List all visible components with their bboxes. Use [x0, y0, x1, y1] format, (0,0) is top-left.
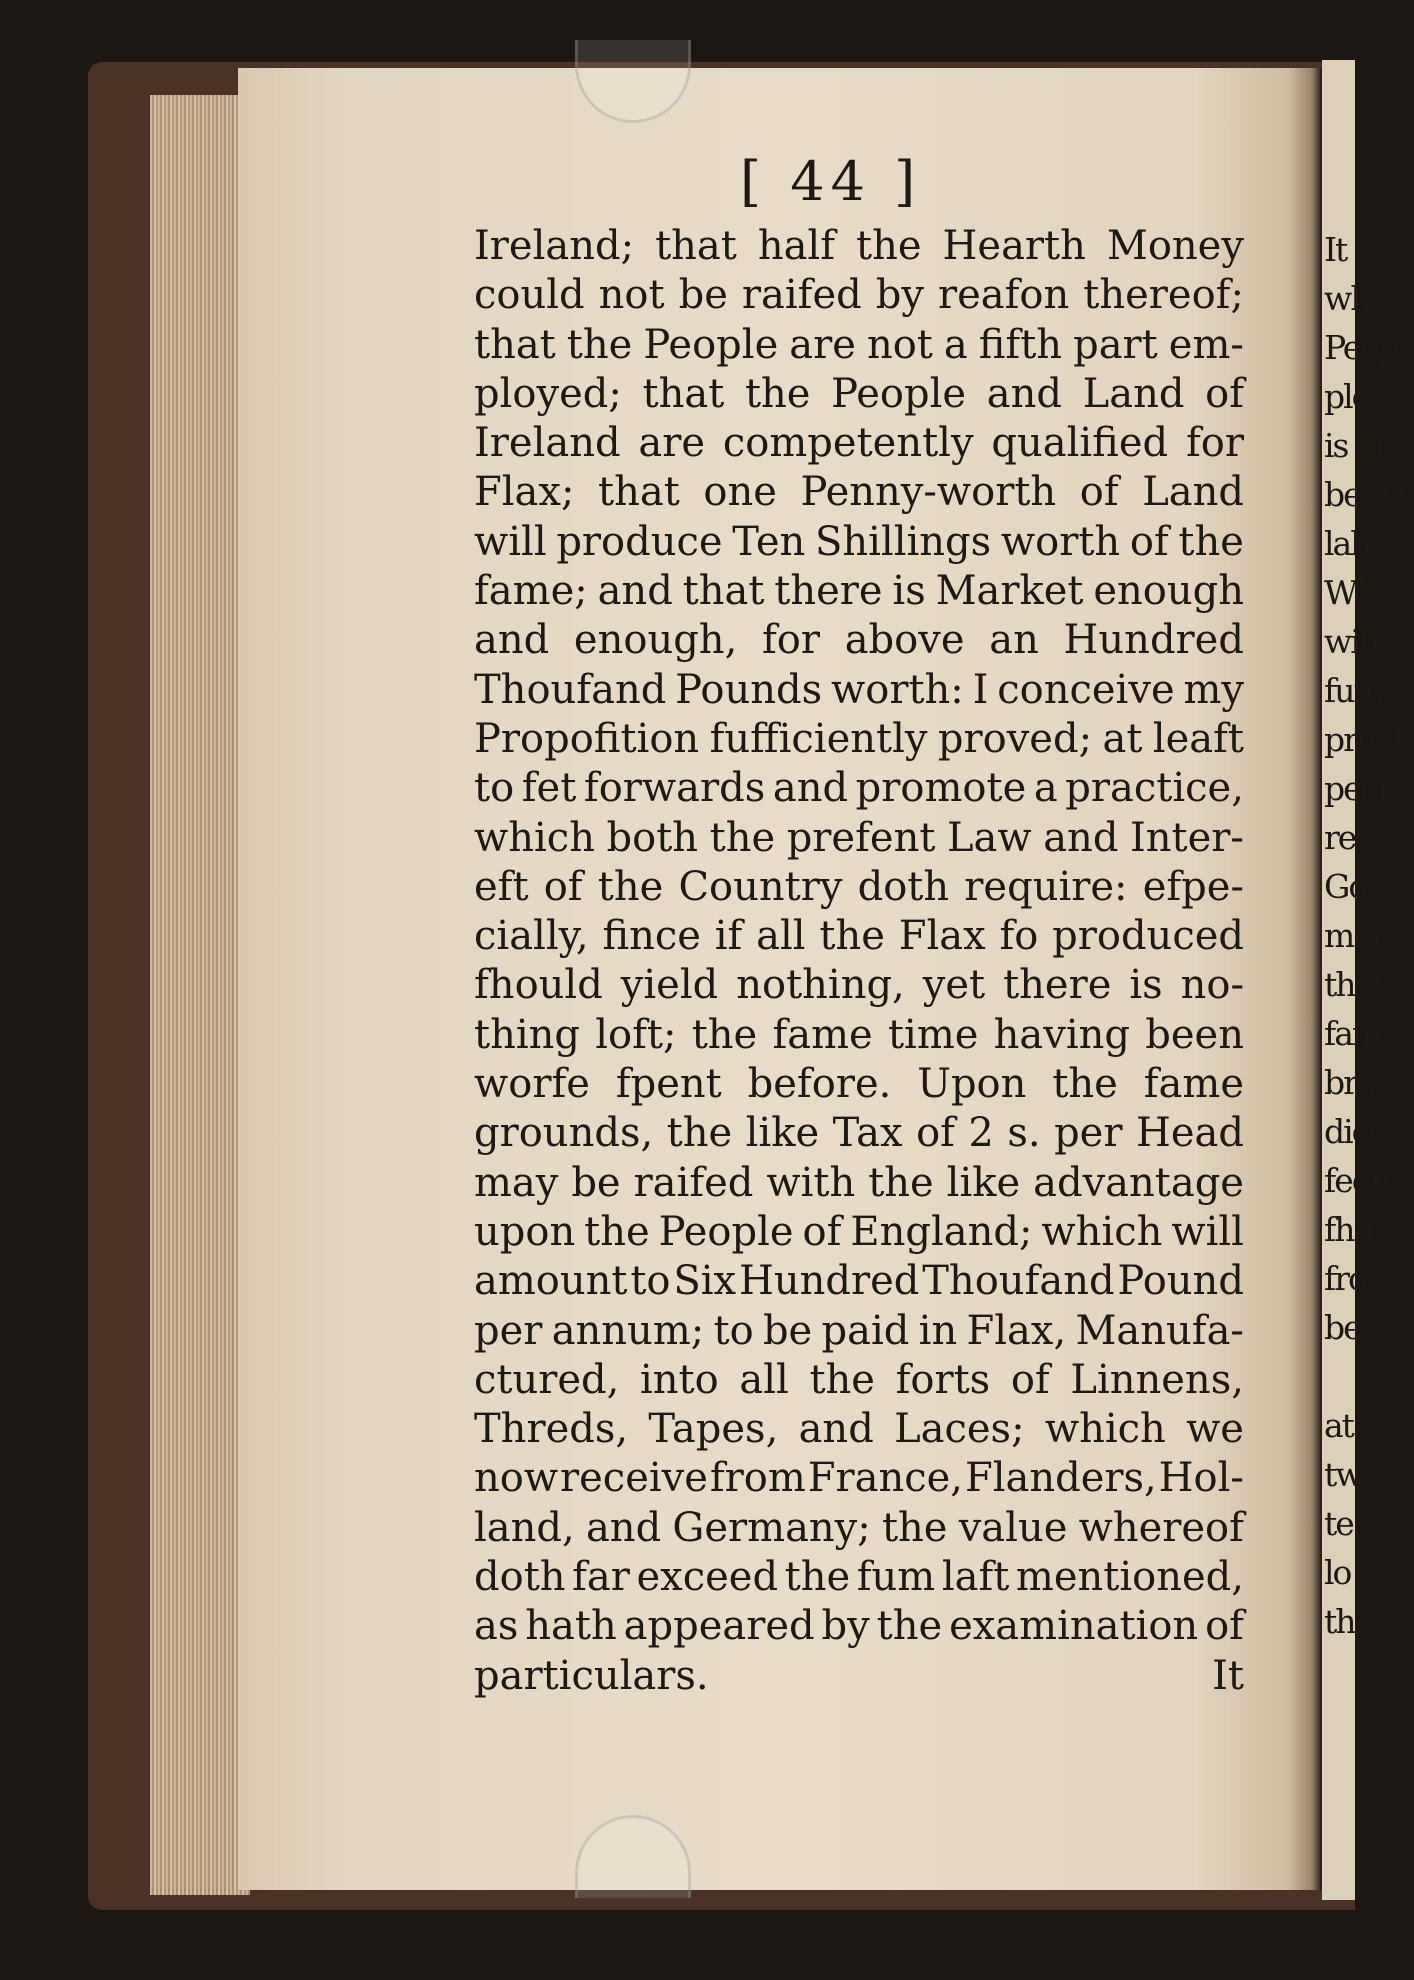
- facing-fragment: labo: [1324, 524, 1388, 563]
- text-line: grounds, the like Tax of 2 s. per Head: [474, 1110, 1244, 1157]
- text-line: ctured, into all the forts of Linnens,: [474, 1356, 1244, 1403]
- text-line: Ireland; that half the Hearth Money: [474, 223, 1244, 269]
- facing-fragment: with: [1324, 622, 1390, 661]
- facing-fragment: bru: [1324, 1063, 1377, 1102]
- facing-fragment: fho: [1324, 1210, 1372, 1249]
- text-line: land, and Germany; the value whereof: [474, 1504, 1244, 1551]
- text-line: Thoufand Pounds worth: I conceive my: [474, 666, 1244, 713]
- facing-fragment: Peop: [1324, 328, 1398, 367]
- text-line: to fet forwards and promote a practice,: [474, 765, 1244, 812]
- facing-fragment: fequ: [1324, 1161, 1391, 1200]
- facing-fragment: is pr: [1324, 426, 1389, 465]
- body-text: [474, 222, 1244, 1701]
- facing-fragment: mon: [1324, 916, 1391, 955]
- text-line: Ireland are competently qualified for: [474, 420, 1244, 467]
- facing-fragment: be ha: [1324, 475, 1407, 514]
- text-line: eft of the Country doth require: efpe-: [474, 863, 1244, 910]
- facing-fragment: who: [1324, 279, 1388, 318]
- text-line: could not be raifed by reafon thereof;: [474, 272, 1244, 319]
- facing-fragment: thei: [1324, 965, 1381, 1004]
- text-line: doth far exceed the fum laft mentioned,: [474, 1554, 1244, 1601]
- facing-fragment: te: [1324, 1504, 1353, 1543]
- facing-fragment: th: [1324, 1602, 1355, 1641]
- text-line: may be raifed with the like advantage: [474, 1159, 1244, 1206]
- facing-fragment: fam: [1324, 1014, 1382, 1053]
- text-line: ployed; that the People and Land of: [474, 370, 1244, 417]
- text-line: thing loft; the fame time having been: [474, 1011, 1244, 1058]
- text-line: and enough, for above an Hundred: [474, 617, 1244, 664]
- text-line: fhould yield nothing, yet there is no-: [474, 962, 1244, 1009]
- text-line: Propofition fufficiently proved; at leaft: [474, 715, 1244, 762]
- text-line: amount to Six Hundred Thoufand Pound: [474, 1258, 1244, 1305]
- catchword: It: [1212, 1652, 1244, 1699]
- facing-fragment: tw: [1324, 1455, 1362, 1494]
- text-line: which both the prefent Law and Inter-: [474, 814, 1244, 861]
- text-line: now receive from France, Flanders, Hol-: [474, 1455, 1244, 1502]
- facing-fragment: fro: [1324, 1259, 1366, 1298]
- text-line: Threds, Tapes, and Laces; which we: [474, 1406, 1244, 1453]
- text-line: as hath appeared by the examination of: [474, 1603, 1244, 1650]
- page-number: [ 44 ]: [740, 150, 922, 213]
- facing-page-fragments: [1324, 225, 1414, 1646]
- facing-fragment: at: [1324, 1406, 1353, 1445]
- facing-fragment: Whe: [1324, 573, 1393, 612]
- text-line: upon the People of England; which will: [474, 1208, 1244, 1255]
- text-line: will produce Ten Shillings worth of the: [474, 518, 1244, 565]
- facing-fragment: dice: [1324, 1112, 1386, 1151]
- book-gutter: [1288, 68, 1322, 1890]
- facing-fragment: be: [1324, 1308, 1361, 1347]
- facing-page: [1322, 60, 1407, 1900]
- facing-fragment: prod: [1324, 720, 1394, 759]
- text-line: fame; and that there is Market enough: [474, 568, 1244, 615]
- facing-fragment: Goo: [1324, 867, 1385, 906]
- facing-fragment: pect: [1324, 769, 1389, 808]
- text-line: particulars. It: [474, 1652, 1244, 1701]
- facing-fragment: fuffi: [1324, 671, 1383, 710]
- facing-fragment: It: [1324, 230, 1347, 269]
- page-edges: [150, 95, 250, 1895]
- text-line: per annum; to be paid in Flax, Manufa-: [474, 1307, 1244, 1354]
- facing-fragment: reaf: [1324, 818, 1384, 857]
- facing-fragment: lo: [1324, 1553, 1351, 1592]
- facing-fragment: [1324, 1352, 1414, 1401]
- facing-fragment: plen: [1324, 377, 1389, 416]
- text-line: that the People are not a fifth part em-: [474, 321, 1244, 368]
- text-line: worfe fpent before. Upon the fame: [474, 1061, 1244, 1108]
- text-line: Flax; that one Penny-worth of Land: [474, 469, 1244, 516]
- text-line: cially, fince if all the Flax fo produced: [474, 913, 1244, 960]
